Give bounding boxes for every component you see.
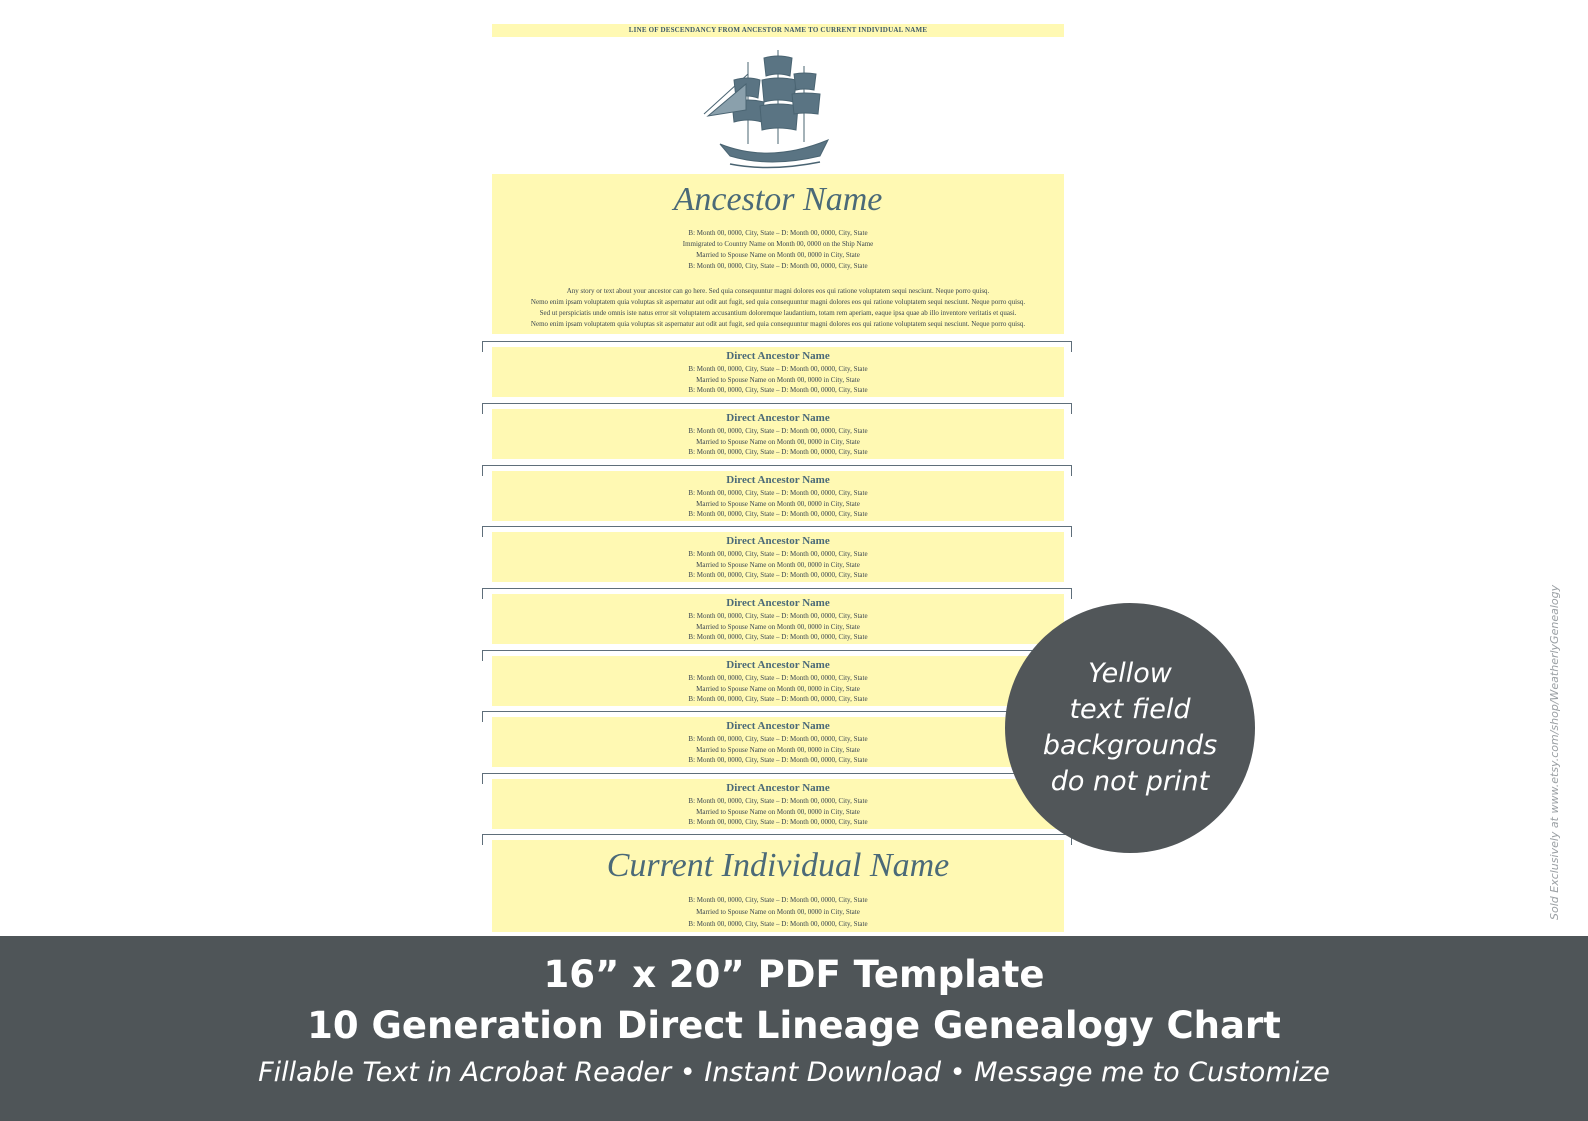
fact-line: B: Month 00, 0000, City, State – D: Month 00, 0000, City, State: [688, 633, 868, 641]
fact-line: B: Month 00, 0000, City, State – D: Month 00, 0000, City, State: [688, 674, 868, 682]
sailing-ship-icon: [700, 44, 840, 172]
direct-ancestor-name: Direct Ancestor Name: [726, 350, 830, 362]
current-fact-line: B: Month 00, 0000, City, State – D: Month 00, 0000, City, State: [688, 920, 868, 928]
fact-line: B: Month 00, 0000, City, State – D: Month 00, 0000, City, State: [688, 448, 868, 456]
current-fact-line: B: Month 00, 0000, City, State – D: Month 00, 0000, City, State: [688, 896, 868, 904]
generation-facts: [492, 673, 1064, 705]
ancestor-name: Ancestor Name: [673, 181, 883, 218]
generation-facts: [492, 734, 1064, 766]
generation-block: [482, 341, 1074, 399]
generation-field[interactable]: [492, 656, 1064, 706]
direct-ancestor-name: Direct Ancestor Name: [726, 659, 830, 671]
generation-block: [482, 650, 1074, 708]
fact-line: B: Month 00, 0000, City, State – D: Month 00, 0000, City, State: [688, 818, 868, 826]
genealogy-chart-sheet: [482, 0, 1074, 946]
fact-line: B: Month 00, 0000, City, State – D: Month 00, 0000, City, State: [688, 489, 868, 497]
direct-ancestor-name: Direct Ancestor Name: [726, 782, 830, 794]
generation-block: [482, 711, 1074, 769]
generation-facts: [492, 549, 1064, 581]
ancestor-field[interactable]: [492, 174, 1064, 334]
fact-line: B: Month 00, 0000, City, State – D: Month 00, 0000, City, State: [688, 612, 868, 620]
ancestor-story-line: Sed ut perspiciatis unde omnis iste natus error sit voluptatem accusantium doloremque laudantium, totam rem aperiam, eaque ipsa quae ab illo inventore veritatis et quasi.: [539, 309, 1017, 317]
current-individual-name: Current Individual Name: [606, 847, 950, 884]
current-fact-line: Married to Spouse Name on Month 00, 0000 in City, State: [696, 908, 860, 916]
badge-line: backgrounds: [1042, 730, 1218, 761]
fact-line: B: Month 00, 0000, City, State – D: Month 00, 0000, City, State: [688, 365, 868, 373]
generation-field[interactable]: [492, 594, 1064, 644]
fact-line: Married to Spouse Name on Month 00, 0000 in City, State: [696, 745, 860, 754]
current-facts: [492, 894, 1064, 930]
ancestor-story-line: Nemo enim ipsam voluptatem quia voluptas sit aspernatur aut odit aut fugit, sed quia consequuntur magni dolores eos qui ratione voluptatem sequi nesciunt. Neque porro quisq.: [530, 320, 1026, 328]
direct-ancestor-name: Direct Ancestor Name: [726, 474, 830, 486]
badge-line: text field: [1069, 694, 1191, 725]
generation-field[interactable]: [492, 779, 1064, 829]
direct-ancestor-name: Direct Ancestor Name: [726, 535, 830, 547]
generation-field[interactable]: [492, 717, 1064, 767]
generation-facts: [492, 488, 1064, 520]
footer-product-title: 10 Generation Direct Lineage Genealogy Chart: [307, 1004, 1281, 1047]
generation-field[interactable]: [492, 409, 1064, 459]
generation-facts: [492, 611, 1064, 643]
shop-credit-note: Sold Exclusively at www.etsy.com/shop/WeatherlyGenealogy: [1548, 584, 1561, 920]
fact-line: Married to Spouse Name on Month 00, 0000 in City, State: [696, 499, 860, 508]
direct-ancestor-name: Direct Ancestor Name: [726, 412, 830, 424]
generation-field[interactable]: [492, 347, 1064, 397]
ancestor-fact-line: B: Month 00, 0000, City, State – D: Month 00, 0000, City, State: [688, 262, 868, 270]
generation-facts: [492, 426, 1064, 458]
ancestor-fact-line: Married to Spouse Name on Month 00, 0000 in City, State: [696, 251, 860, 259]
product-footer-banner: [0, 936, 1588, 1121]
fact-line: Married to Spouse Name on Month 00, 0000 in City, State: [696, 375, 860, 384]
badge-line: Yellow: [1088, 658, 1172, 689]
footer-size-title: 16” x 20” PDF Template: [543, 953, 1045, 996]
ancestor-story-line: Nemo enim ipsam voluptatem quia voluptas sit aspernatur aut odit aut fugit, sed quia consequuntur magni dolores eos qui ratione voluptatem sequi nesciunt. Neque porro quisq.: [530, 298, 1026, 306]
ancestor-story: [492, 286, 1064, 330]
fact-line: Married to Spouse Name on Month 00, 0000 in City, State: [696, 437, 860, 446]
direct-ancestor-name: Direct Ancestor Name: [726, 720, 830, 732]
fact-line: Married to Spouse Name on Month 00, 0000 in City, State: [696, 684, 860, 693]
badge-line: do not print: [1050, 766, 1210, 797]
fact-line: B: Month 00, 0000, City, State – D: Month 00, 0000, City, State: [688, 510, 868, 518]
generation-block: [482, 588, 1074, 646]
generation-facts: [492, 364, 1064, 396]
fact-line: B: Month 00, 0000, City, State – D: Month 00, 0000, City, State: [688, 735, 868, 743]
generation-block: [482, 526, 1074, 584]
ancestor-fact-line: B: Month 00, 0000, City, State – D: Month 00, 0000, City, State: [688, 229, 868, 237]
fact-line: Married to Spouse Name on Month 00, 0000 in City, State: [696, 622, 860, 631]
footer-features: Fillable Text in Acrobat Reader • Instant Download • Message me to Customize: [258, 1057, 1330, 1088]
generation-block: [482, 403, 1074, 461]
ancestor-story-line: Any story or text about your ancestor can go here. Sed quia consequuntur magni dolores eos qui ratione voluptatem sequi nesciunt. Neque porro quisq.: [566, 287, 990, 295]
direct-ancestor-name: Direct Ancestor Name: [726, 597, 830, 609]
fact-line: Married to Spouse Name on Month 00, 0000 in City, State: [696, 807, 860, 816]
fact-line: Married to Spouse Name on Month 00, 0000 in City, State: [696, 560, 860, 569]
fact-line: B: Month 00, 0000, City, State – D: Month 00, 0000, City, State: [688, 797, 868, 805]
generation-block: [482, 773, 1074, 831]
ancestor-facts: [492, 228, 1064, 272]
fact-line: B: Month 00, 0000, City, State – D: Month 00, 0000, City, State: [688, 756, 868, 764]
note-badge: [1005, 603, 1255, 853]
fact-line: B: Month 00, 0000, City, State – D: Month 00, 0000, City, State: [688, 571, 868, 579]
fact-line: B: Month 00, 0000, City, State – D: Month 00, 0000, City, State: [688, 550, 868, 558]
chart-title-field[interactable]: LINE OF DESCENDANCY FROM ANCESTOR NAME TO CURRENT INDIVIDUAL NAME: [492, 24, 1064, 37]
generation-facts: [492, 796, 1064, 828]
current-individual-field[interactable]: [492, 840, 1064, 932]
fact-line: B: Month 00, 0000, City, State – D: Month 00, 0000, City, State: [688, 695, 868, 703]
generation-block: [482, 465, 1074, 523]
fact-line: B: Month 00, 0000, City, State – D: Month 00, 0000, City, State: [688, 386, 868, 394]
generation-field[interactable]: [492, 471, 1064, 521]
ancestor-fact-line: Immigrated to Country Name on Month 00, 0000 on the Ship Name: [682, 240, 874, 248]
generation-field[interactable]: [492, 532, 1064, 582]
fact-line: B: Month 00, 0000, City, State – D: Month 00, 0000, City, State: [688, 427, 868, 435]
